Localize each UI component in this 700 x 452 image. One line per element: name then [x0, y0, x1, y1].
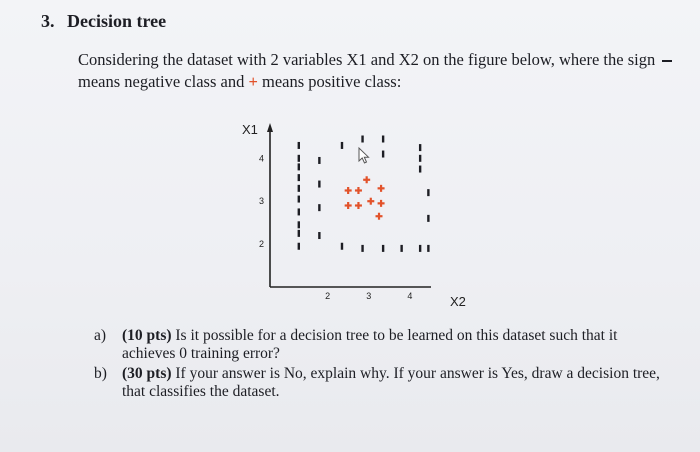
positive-point [378, 200, 385, 207]
question-label: a) [94, 327, 107, 344]
question-a [94, 327, 664, 363]
question-b [94, 365, 664, 401]
question-label: b) [94, 365, 107, 382]
scatter-figure [226, 112, 486, 312]
positive-point [345, 202, 352, 209]
problem-title: Decision tree [67, 11, 167, 31]
positive-point [355, 202, 362, 209]
problem-intro [78, 49, 678, 93]
intro-text-1: Considering the dataset with 2 variables X1 and X2 on the figure below, where the sign [78, 50, 656, 69]
tick-labels [259, 153, 412, 301]
y-tick-label: 2 [258, 239, 264, 250]
minus-sign-symbol [662, 60, 672, 62]
x-tick-label: 4 [407, 291, 413, 301]
positive-point [363, 176, 370, 183]
question-text: If your answer is No, explain why. If your answer is Yes, draw a decision tree, that classifies the dataset. [122, 365, 660, 400]
positive-point [367, 198, 374, 205]
positive-point [378, 185, 385, 192]
questions-list [94, 327, 664, 403]
intro-text-3: means positive class: [261, 72, 402, 91]
x-axis-label: X2 [450, 294, 466, 309]
y-tick-label: 4 [258, 153, 264, 164]
scatter-chart [226, 112, 486, 312]
y-axis-label: X1 [242, 122, 258, 137]
axes [242, 122, 466, 309]
positive-point [376, 213, 383, 220]
x-tick-label: 3 [366, 291, 372, 301]
question-text: Is it possible for a decision tree to be learned on this dataset such that it achieves 0 training error? [122, 327, 618, 362]
problem-number: 3. [41, 11, 55, 31]
x-tick-label: 2 [325, 291, 331, 301]
intro-text-2: means negative class and [78, 72, 245, 91]
problem-heading [41, 11, 166, 32]
positive-point [345, 187, 352, 194]
y-axis-arrow [267, 123, 273, 132]
y-tick-label: 3 [258, 196, 264, 207]
cursor-icon [359, 148, 369, 163]
question-points: (30 pts) [122, 365, 172, 382]
plus-sign-symbol: + [248, 72, 258, 91]
question-points: (10 pts) [122, 327, 172, 344]
positive-point [355, 187, 362, 194]
